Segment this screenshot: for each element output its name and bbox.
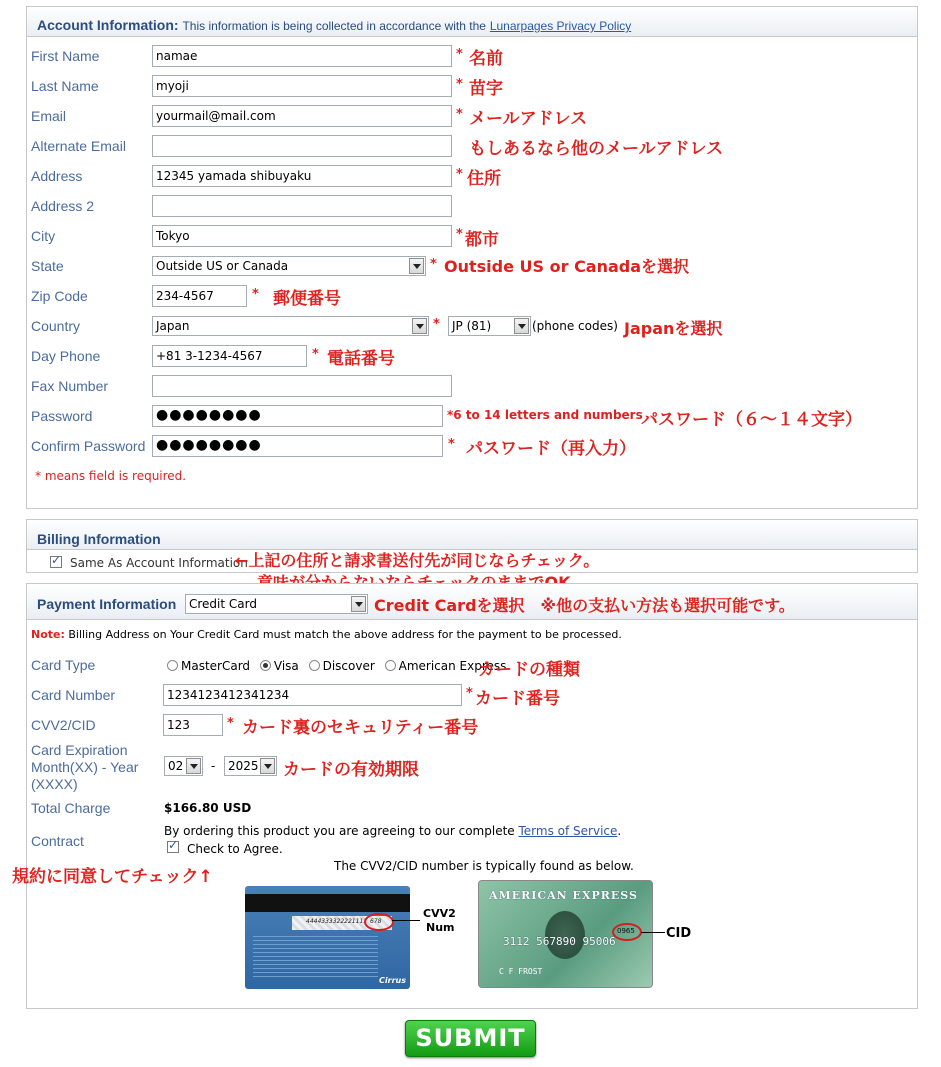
required-star: *: [456, 167, 463, 182]
phone-codes-label: (phone codes): [532, 319, 618, 333]
label-address2: Address 2: [31, 198, 95, 214]
annotation-address: 住所: [467, 169, 501, 189]
annotation-city: 都市: [465, 230, 499, 250]
chevron-down-icon[interactable]: [412, 318, 427, 334]
label-address: Address: [31, 168, 83, 184]
required-star: *: [456, 107, 463, 122]
country-select-value: Japan: [156, 319, 190, 333]
amex-name: C F FROST: [499, 967, 543, 976]
annotation-alt-email: もしあるなら他のメールアドレス: [469, 139, 724, 159]
card-number-input[interactable]: 1234123412341234: [163, 684, 462, 706]
label-password: Password: [31, 408, 93, 424]
required-star: *: [227, 716, 234, 731]
chevron-down-icon[interactable]: [514, 318, 529, 334]
radio-selected-icon[interactable]: [260, 660, 271, 671]
card-back-text-block: [253, 936, 378, 980]
required-star: *: [312, 347, 319, 362]
billing-header: [27, 520, 917, 550]
magnetic-stripe: [245, 894, 410, 912]
amex-cid: 0965: [617, 927, 635, 935]
privacy-policy-link[interactable]: Lunarpages Privacy Policy: [489, 19, 632, 33]
phone-code-value: JP (81): [452, 319, 492, 333]
annotation-country: Japanを選択: [624, 319, 723, 338]
card-back-image: [245, 886, 410, 989]
last-name-input[interactable]: myoji: [152, 75, 452, 97]
annotation-expiration: カードの有効期限: [283, 760, 419, 780]
account-title: Account Information: This information is being collected in accordance with the Lunarpages Privacy Policy: [37, 17, 632, 33]
payment-note: [31, 628, 622, 641]
annotation-card-number: カード番号: [475, 689, 560, 709]
chevron-down-icon[interactable]: [409, 258, 424, 274]
annotation-confirm-password: パスワード（再入力）: [466, 439, 636, 459]
annotation-state: Outside US or Canadaを選択: [444, 257, 690, 276]
card-back-brand: Cirrus: [379, 976, 406, 985]
annotation-day-phone: 電話番号: [327, 349, 395, 369]
state-select-value: Outside US or Canada: [156, 259, 289, 273]
amex-number: 3112 567890 95006: [503, 935, 616, 948]
cvv-caption: The CVV2/CID number is typically found as below.: [334, 859, 634, 873]
payment-method-select[interactable]: [185, 594, 368, 614]
submit-button[interactable]: SUBMIT: [405, 1020, 536, 1057]
label-state: State: [31, 258, 64, 274]
annotation-billing-line1: ←上記の住所と請求書送付先が同じならチェック。: [235, 551, 600, 570]
payment-information-panel: [26, 583, 918, 1009]
label-city: City: [31, 228, 56, 244]
agree-label: Check to Agree.: [187, 842, 283, 856]
address-input[interactable]: 12345 yamada shibuyaku: [152, 165, 452, 187]
exp-dash: -: [211, 759, 216, 773]
country-select[interactable]: [152, 316, 429, 336]
same-as-account-checkbox[interactable]: [50, 556, 62, 568]
card-back-code: 4444333322221111: [306, 918, 368, 925]
exp-year-select[interactable]: [224, 756, 277, 776]
chevron-down-icon[interactable]: [351, 596, 366, 612]
payment-note-text: Billing Address on Your Credit Card must match the above address for the payment to be processed.: [68, 628, 622, 641]
confirm-password-input[interactable]: ●●●●●●●●: [152, 435, 443, 457]
cid-label: CID: [666, 926, 692, 941]
cvv-input[interactable]: 123: [163, 714, 223, 736]
billing-title: Billing Information: [37, 531, 161, 547]
city-input[interactable]: Tokyo: [152, 225, 452, 247]
same-as-account-label: Same As Account Information: [70, 556, 248, 570]
required-star: *: [252, 287, 259, 302]
label-country: Country: [31, 318, 81, 334]
agree-checkbox[interactable]: [167, 841, 179, 853]
radio-visa[interactable]: Visa: [260, 659, 299, 673]
required-star: *: [456, 227, 463, 242]
label-fax: Fax Number: [31, 378, 109, 394]
annotation-password: パスワード（６～１４文字）: [641, 410, 862, 430]
required-star: *: [448, 437, 455, 452]
required-star: *: [430, 257, 437, 272]
password-input[interactable]: ●●●●●●●●: [152, 405, 443, 427]
annotation-zip: 郵便番号: [273, 289, 341, 309]
fax-input[interactable]: [152, 375, 452, 397]
label-total: Total Charge: [31, 800, 111, 816]
label-contract: Contract: [31, 833, 84, 849]
cvv-highlight-circle: [364, 913, 394, 931]
address2-input[interactable]: [152, 195, 452, 217]
zip-input[interactable]: 234-4567: [152, 285, 247, 307]
payment-note-label: Note:: [31, 628, 65, 641]
label-confirm-password: Confirm Password: [31, 438, 146, 454]
account-subtitle: This information is being collected in accordance with the: [182, 19, 486, 33]
email-input[interactable]: yourmail@mail.com: [152, 105, 452, 127]
label-card-type: Card Type: [31, 657, 96, 673]
cid-pointer-line: [641, 932, 665, 933]
label-expiration-2: Month(XX) - Year: [31, 759, 139, 775]
contract-text: By ordering this product you are agreeing to our complete Terms of Service.: [164, 824, 622, 838]
alt-email-input[interactable]: [152, 135, 452, 157]
required-star: *: [433, 317, 440, 332]
radio-discover[interactable]: Discover: [309, 659, 375, 673]
cvv2-label-2: Num: [426, 921, 455, 934]
annotation-card-type: カードの種類: [478, 660, 580, 680]
label-last-name: Last Name: [31, 78, 99, 94]
label-expiration-3: (XXXX): [31, 776, 78, 792]
required-star: *: [456, 47, 463, 62]
payment-method-value: Credit Card: [189, 597, 257, 611]
annotation-last-name: 苗字: [469, 79, 503, 99]
state-select[interactable]: [152, 256, 426, 276]
label-expiration-1: Card Expiration: [31, 742, 128, 758]
radio-mastercard[interactable]: MasterCard: [167, 659, 250, 673]
first-name-input[interactable]: namae: [152, 45, 452, 67]
total-charge-value: $166.80 USD: [164, 801, 252, 815]
cvv2-label-1: CVV2: [423, 907, 456, 920]
required-star: *: [456, 77, 463, 92]
label-day-phone: Day Phone: [31, 348, 101, 364]
cid-highlight-circle: [612, 923, 642, 941]
annotation-payment: Credit Cardを選択 ※他の支払い方法も選択可能です。: [374, 596, 795, 615]
annotation-cvv: カード裏のセキュリティー番号: [242, 718, 479, 738]
radio-circle-icon[interactable]: [309, 660, 320, 671]
terms-of-service-link[interactable]: Terms of Service: [518, 824, 618, 838]
radio-circle-icon[interactable]: [167, 660, 178, 671]
annotation-email: メールアドレス: [469, 109, 588, 129]
day-phone-input[interactable]: +81 3-1234-4567: [152, 345, 307, 367]
radio-american-express[interactable]: American Express: [385, 659, 507, 673]
phone-code-select[interactable]: [448, 316, 531, 336]
radio-circle-icon[interactable]: [385, 660, 396, 671]
label-alt-email: Alternate Email: [31, 138, 126, 154]
chevron-down-icon[interactable]: [260, 758, 275, 774]
cvv-pointer-line: [392, 920, 420, 921]
chevron-down-icon[interactable]: [186, 758, 201, 774]
label-cvv: CVV2/CID: [31, 717, 96, 733]
label-email: Email: [31, 108, 67, 124]
password-hint: *6 to 14 letters and numbers: [447, 408, 643, 422]
amex-brand: AMERICAN EXPRESS: [489, 889, 638, 902]
required-note: * means field is required.: [35, 469, 187, 483]
annotation-first-name: 名前: [469, 49, 503, 69]
card-type-radio-group: [167, 659, 506, 673]
account-header: [27, 7, 917, 37]
exp-month-value: 02: [168, 759, 184, 773]
annotation-contract: 規約に同意してチェック↑: [12, 867, 213, 887]
exp-year-value: 2025: [228, 759, 259, 773]
exp-month-select[interactable]: [164, 756, 203, 776]
label-card-number: Card Number: [31, 687, 116, 703]
label-first-name: First Name: [31, 48, 100, 64]
label-zip: Zip Code: [31, 288, 88, 304]
required-star: *: [466, 686, 473, 701]
card-back-cvv: 678: [370, 918, 382, 925]
payment-title: Payment Information: [37, 596, 177, 612]
